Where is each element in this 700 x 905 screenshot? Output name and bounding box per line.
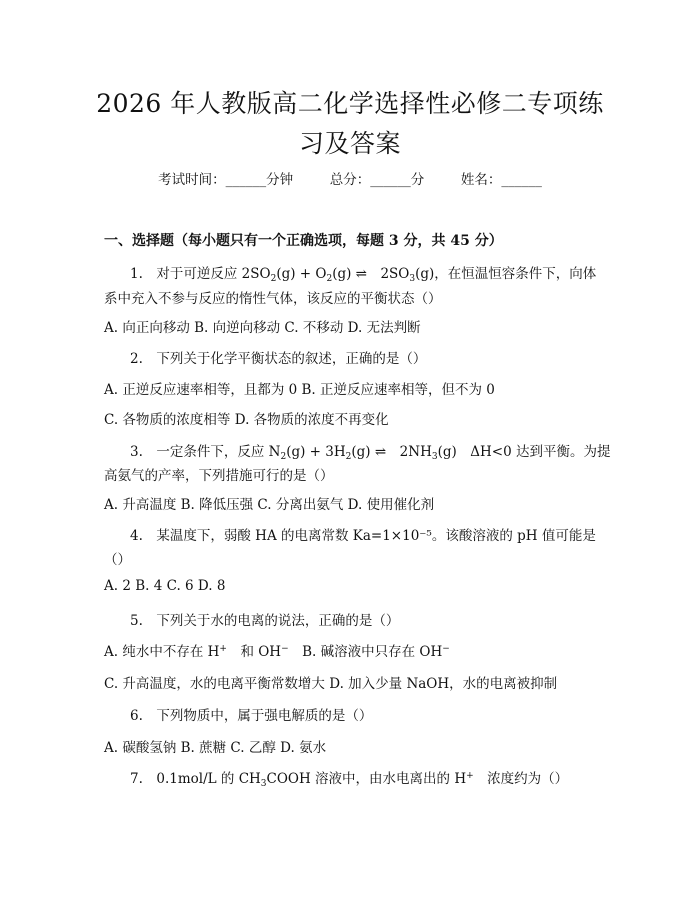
section-heading: 一、选择题（每小题只有一个正确选项，每题 3 分，共 45 分） xyxy=(104,233,503,249)
q1-line-2: 系中充入不参与反应的惰性气体，该反应的平衡状态（） xyxy=(104,291,442,307)
q2-stem: 2. 下列关于化学平衡状态的叙述，正确的是（） xyxy=(130,351,427,367)
q3-line-1: 3. 一定条件下，反应 $N_2(g) + 3H_2(g)$ ⇌ $2NH_3(g)$ ΔH<0 达到平衡。为提 xyxy=(130,444,611,462)
score-unit: 分 xyxy=(410,172,425,188)
q6-options: A. 碳酸氢钠 B. 蔗糖 C. 乙醇 D. 氨水 xyxy=(104,740,327,756)
q4-line-2: （） xyxy=(104,552,131,568)
q1-line-1: 1. 对于可逆反应 $2SO_2(g) + O_2(g)$ ⇌ $2SO_3(g)$，在恒温恒容条件下，向体 xyxy=(130,266,597,284)
name-label: 姓名： xyxy=(460,172,502,188)
q5-stem: 5. 下列关于水的电离的说法，正确的是（） xyxy=(130,613,400,629)
q4-options: A. 2 B. 4 C. 6 D. 8 xyxy=(104,578,226,594)
q5-options-1: A. 纯水中不存在 H+ 和 OH− B. 碱溶液中只存在 OH− xyxy=(104,644,450,660)
document-title xyxy=(70,84,630,164)
q1-options: A. 向正向移动 B. 向逆向移动 C. 不移动 D. 无法判断 xyxy=(104,320,421,336)
title-line-2: 习及答案 xyxy=(298,129,401,158)
time-label: 考试时间： xyxy=(158,172,226,188)
q2-options-1: A. 正逆反应速率相等，且都为 0 B. 正逆反应速率相等，但不为 0 xyxy=(104,382,495,398)
time-blank: ______ xyxy=(225,172,267,188)
q3-line-2: 高氨气的产率，下列措施可行的是（） xyxy=(104,468,334,484)
time-unit: 分钟 xyxy=(266,172,294,188)
q4-line-1: 4. 某温度下，弱酸 HA 的电离常数 Ka=1×10⁻⁵。该酸溶液的 pH 值可能是 xyxy=(130,528,596,544)
q6-stem: 6. 下列物质中，属于强电解质的是（） xyxy=(130,708,373,724)
q3-options: A. 升高温度 B. 降低压强 C. 分离出氨气 D. 使用催化剂 xyxy=(104,497,435,513)
title-line-1: 2026 年人教版高二化学选择性必修二专项练 xyxy=(96,89,604,118)
q7-stem: 7. 0.1mol/L 的 $CH_3COOH$ 溶液中，由水电离出的 H+ 浓度约为（） xyxy=(130,771,569,789)
score-label: 总分： xyxy=(329,172,371,188)
q5-options-2: C. 升高温度，水的电离平衡常数增大 D. 加入少量 NaOH，水的电离被抑制 xyxy=(104,676,558,692)
exam-info xyxy=(0,168,700,188)
score-blank: ______ xyxy=(370,172,411,188)
name-blank: ______ xyxy=(501,172,542,188)
q2-options-2: C. 各物质的浓度相等 D. 各物质的浓度不再变化 xyxy=(104,412,389,428)
